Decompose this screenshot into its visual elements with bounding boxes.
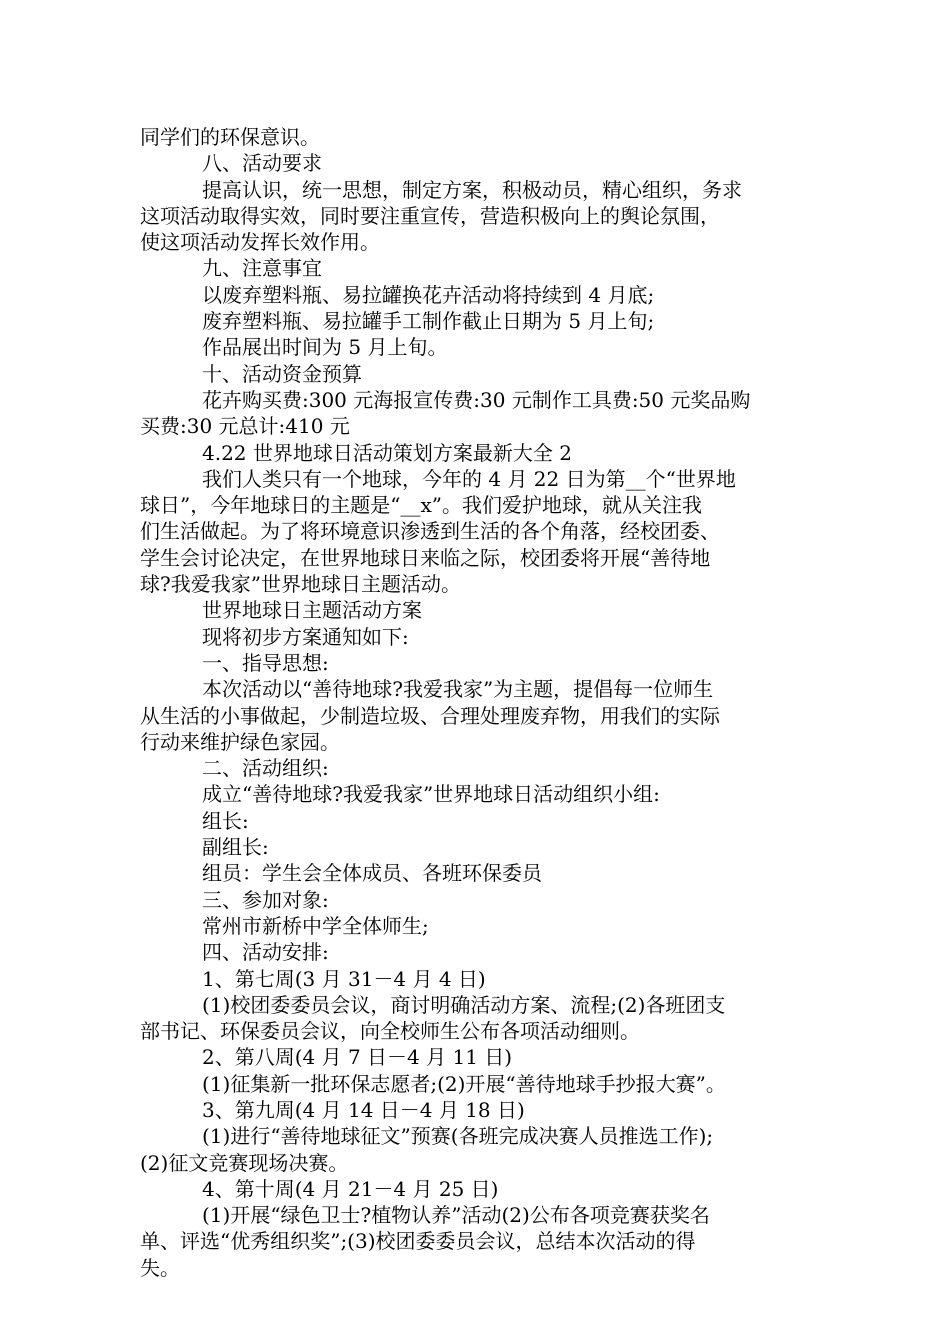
text-line: 三、参加对象: <box>202 887 329 912</box>
text-line: 副组长: <box>202 835 269 860</box>
text-line: 常州市新桥中学全体师生; <box>202 913 429 938</box>
text-line: 以废弃塑料瓶、易拉罐换花卉活动将持续到 4 月底; <box>202 282 655 307</box>
text-line: 作品展出时间为 5 月上旬。 <box>202 335 448 360</box>
text-line: 3、第九周(4 月 14 日－4 月 18 日) <box>202 1097 525 1122</box>
text-line: 2、第八周(4 月 7 日－4 月 11 日) <box>202 1045 513 1070</box>
text-line: 成立“善待地球?我爱我家”世界地球日活动组织小组: <box>202 782 660 807</box>
text-line: 1、第七周(3 月 31－4 月 4 日) <box>202 966 486 991</box>
text-line: 买费:30 元总计:410 元 <box>140 414 350 439</box>
text-line: 提高认识，统一思想，制定方案，积极动员，精心组织，务求 <box>202 177 742 202</box>
text-line: 部书记、环保委员会议，向全校师生公布各项活动细则。 <box>140 1019 640 1044</box>
text-line: 我们人类只有一个地球，今年的 4 月 22 日为第__个“世界地 <box>202 466 736 491</box>
text-line: (1)征集新一批环保志愿者;(2)开展“善待地球手抄报大赛”。 <box>202 1071 726 1096</box>
text-line: 本次活动以“善待地球?我爱我家”为主题，提倡每一位师生 <box>202 677 714 702</box>
text-line: 4、第十周(4 月 21－4 月 25 日) <box>202 1176 499 1201</box>
text-line: 球日”，今年地球日的主题是“__x”。我们爱护地球，就从关注我 <box>140 493 702 518</box>
text-line: 废弃塑料瓶、易拉罐手工制作截止日期为 5 月上旬; <box>202 309 655 334</box>
text-line: (2)征文竞赛现场决赛。 <box>140 1150 349 1175</box>
text-line: 四、活动安排: <box>202 940 329 965</box>
text-line: (1)开展“绿色卫士?植物认养”活动(2)公布各项竞赛获奖名 <box>202 1203 710 1228</box>
text-line: 组长: <box>202 808 249 833</box>
text-line: 单、评选“优秀组织奖”;(3)校团委委员会议，总结本次活动的得 <box>140 1229 696 1254</box>
text-line: 学生会讨论决定，在世界地球日来临之际，校团委将开展“善待地 <box>140 545 711 570</box>
text-line: (1)校团委委员会议，商讨明确活动方案、流程;(2)各班团支 <box>202 992 726 1017</box>
text-line: 使这项活动发挥长效作用。 <box>140 230 380 255</box>
text-line: 行动来维护绿色家园。 <box>140 729 340 754</box>
text-line: 世界地球日主题活动方案 <box>202 598 422 623</box>
text-line: 组员：学生会全体成员、各班环保委员 <box>202 861 542 886</box>
text-line: 现将初步方案通知如下: <box>202 624 409 649</box>
text-line: 一、指导思想: <box>202 650 329 675</box>
text-line: 同学们的环保意识。 <box>140 125 320 149</box>
text-line: 八、活动要求 <box>202 151 322 176</box>
text-line: 球?我爱我家”世界地球日主题活动。 <box>140 572 461 597</box>
text-line: 4.22 世界地球日活动策划方案最新大全 2 <box>202 440 572 465</box>
text-line: 花卉购买费:300 元海报宣传费:30 元制作工具费:50 元奖品购 <box>202 387 751 412</box>
text-line: 二、活动组织: <box>202 756 329 781</box>
text-line: 九、注意事宜 <box>202 256 322 281</box>
text-line: 从生活的小事做起，少制造垃圾、合理处理废弃物，用我们的实际 <box>140 703 720 728</box>
document-body <box>140 124 812 1281</box>
text-line: 们生活做起。为了将环境意识渗透到生活的各个角落，经校团委、 <box>140 519 720 544</box>
text-line: 十、活动资金预算 <box>202 361 362 386</box>
text-line: 失。 <box>140 1255 180 1280</box>
text-line: 这项活动取得实效，同时要注重宣传，营造积极向上的舆论氛围， <box>140 203 720 228</box>
text-line: (1)进行“善待地球征文”预赛(各班完成决赛人员推选工作); <box>202 1124 714 1149</box>
